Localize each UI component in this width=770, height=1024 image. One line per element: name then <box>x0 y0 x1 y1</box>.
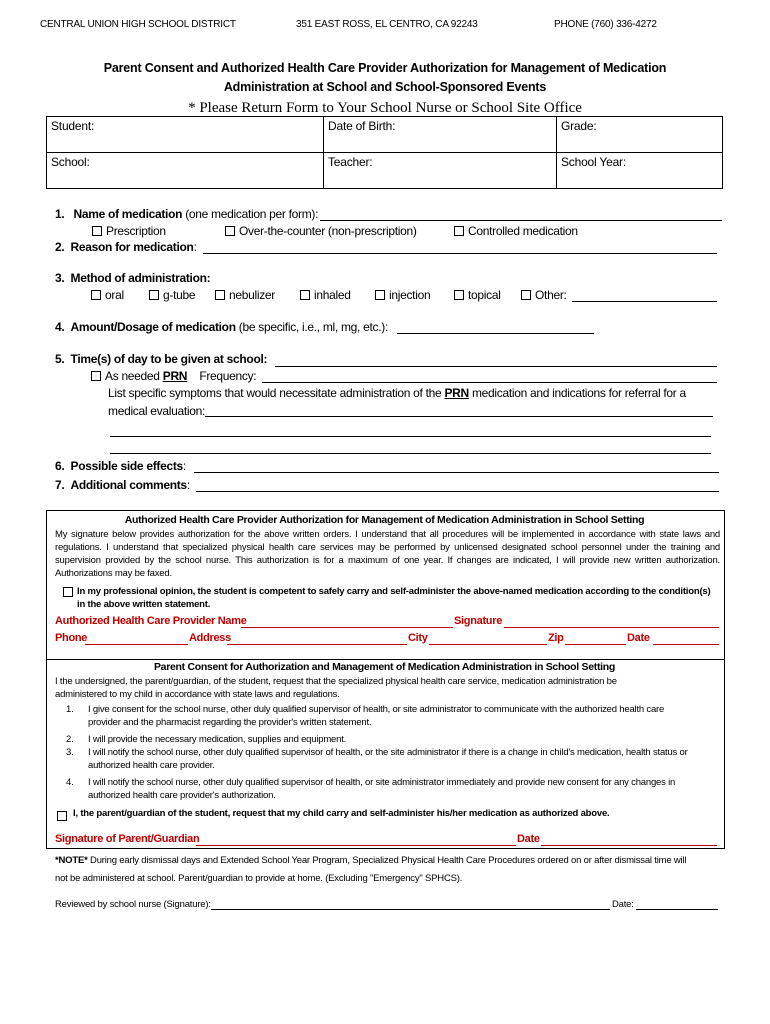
reason-input[interactable] <box>203 253 717 254</box>
provider-name-input[interactable] <box>241 627 453 628</box>
parent-item-num: 2. <box>66 734 74 745</box>
dob-field[interactable]: Date of Birth: <box>324 117 557 153</box>
district-address: 351 EAST ROSS, EL CENTRO, CA 92243 <box>296 19 478 30</box>
form-title-line1: Parent Consent and Authorized Health Care Provider Authorization for Management of Medication <box>103 61 667 75</box>
provider-signature-label: Signature <box>454 615 503 627</box>
method-inhaled[interactable]: inhaled <box>300 288 351 302</box>
parent-heading: Parent Consent for Authorization and Management of Medication Administration in School Setting <box>153 661 616 673</box>
provider-date-label: Date <box>627 632 650 644</box>
self-admin-statement: I, the parent/guardian of the student, request that my child carry and self-administer his/her medication as authorized above. <box>73 808 610 819</box>
method-gtube[interactable]: g-tube <box>149 288 195 302</box>
teacher-field[interactable]: Teacher: <box>324 153 557 189</box>
checkbox-icon[interactable] <box>225 226 235 236</box>
parent-intro: I the undersigned, the parent/guardian, of the student, request that the specialized physical health care service, medication administration be administered to my child in accordance with state laws and regulations. <box>55 676 617 700</box>
parent-item-num: 4. <box>66 777 74 788</box>
checkbox-icon[interactable] <box>215 290 225 300</box>
parent-date-label: Date <box>517 833 540 845</box>
provider-city-input[interactable] <box>429 644 547 645</box>
form-title-line2: Administration at School and School-Sponsored Events <box>223 80 547 94</box>
q4-label: 4. Amount/Dosage of medication (be specific, i.e., ml, mg, etc.): <box>55 320 388 334</box>
form-subtitle: * Please Return Form to Your School Nurse or School Site Office <box>188 100 582 116</box>
q1-label: 1. Name of medication (one medication per form): <box>55 207 319 221</box>
district-name: CENTRAL UNION HIGH SCHOOL DISTRICT <box>40 19 236 30</box>
checkbox-icon[interactable] <box>375 290 385 300</box>
checkbox-icon[interactable] <box>57 811 67 821</box>
school-field[interactable]: School: <box>47 153 324 189</box>
provider-zip-label: Zip <box>548 632 564 644</box>
parent-item-num: 3. <box>66 747 74 758</box>
symptoms-input-3[interactable] <box>110 453 711 454</box>
grade-field[interactable]: Grade: <box>557 117 723 153</box>
provider-body: My signature below provides authorization for the above written orders. I understand that all procedures will be implemented in accordance with state laws and regulations. I understand that specialized physical health care services may be performed by unlicensed designated school personnel under the training and supervision provided by the school nurse. This authorization is for a maximum of one year. If changes are indicated, I will provide new written authorization. Authorizations may be faxed. <box>55 529 720 579</box>
option-controlled[interactable]: Controlled medication <box>454 224 578 238</box>
q5-label: 5. Time(s) of day to be given at school: <box>55 352 268 366</box>
nurse-signature-input[interactable] <box>211 909 610 910</box>
provider-address-label: Address <box>189 632 231 644</box>
dismissal-note: *NOTE* During early dismissal days and Extended School Year Program, Specialized Physical Health Care Procedures ordered on or after dismissal time will not be administered at school. Parent/guardian to provide at home. (Excluding "Emergency" SPHCS). <box>55 855 687 884</box>
q2-label: 2. Reason for medication: <box>55 240 197 254</box>
checkbox-icon[interactable] <box>454 290 464 300</box>
symptoms-instructions: List specific symptoms that would necessitate administration of the PRN medication and indications for referral for a <box>108 386 686 400</box>
student-info-table <box>46 116 723 189</box>
parent-date-input[interactable] <box>541 845 717 846</box>
side-effects-input[interactable] <box>194 472 719 473</box>
q7-label: 7. Additional comments: <box>55 478 190 492</box>
provider-zip-input[interactable] <box>565 644 626 645</box>
parent-item-num: 1. <box>66 704 74 715</box>
provider-phone-label: Phone <box>55 632 88 644</box>
checkbox-icon[interactable] <box>91 371 101 381</box>
nurse-review-label: Reviewed by school nurse (Signature): <box>55 899 211 910</box>
provider-signature-input[interactable] <box>504 627 719 628</box>
method-topical[interactable]: topical <box>454 288 501 302</box>
medication-name-input[interactable] <box>320 220 722 221</box>
self-admin-checkbox[interactable] <box>57 808 71 826</box>
provider-heading: Authorized Health Care Provider Authorization for Management of Medication Administration in School Setting <box>124 514 645 526</box>
parent-signature-label: Signature of Parent/Guardian <box>55 833 200 845</box>
frequency-input[interactable] <box>262 382 717 383</box>
as-needed-option[interactable]: As needed PRN Frequency: <box>91 369 256 383</box>
checkbox-icon[interactable] <box>63 587 73 597</box>
symptoms-input-2[interactable] <box>110 436 711 437</box>
student-field[interactable]: Student: <box>47 117 324 153</box>
comments-input[interactable] <box>196 491 719 492</box>
option-otc[interactable]: Over-the-counter (non-prescription) <box>225 224 417 238</box>
provider-name-label: Authorized Health Care Provider Name <box>55 615 247 627</box>
checkbox-icon[interactable] <box>454 226 464 236</box>
method-injection[interactable]: injection <box>375 288 430 302</box>
dosage-input[interactable] <box>397 333 594 334</box>
provider-date-input[interactable] <box>653 644 719 645</box>
nurse-date-input[interactable] <box>636 909 718 910</box>
nurse-date-label: Date: <box>612 899 634 910</box>
school-year-field[interactable]: School Year: <box>557 153 723 189</box>
method-nebulizer[interactable]: nebulizer <box>215 288 275 302</box>
symptoms-label: medical evaluation: <box>108 404 206 418</box>
time-of-day-input[interactable] <box>275 366 717 367</box>
checkbox-icon[interactable] <box>300 290 310 300</box>
method-other[interactable]: Other: <box>521 288 567 302</box>
competent-statement: In my professional opinion, the student is competent to safely carry and self-administer the above-named medication according to the condition(s) in the above written statement. <box>77 586 711 610</box>
parent-item: I will provide the necessary medication, supplies and equipment. <box>88 734 347 745</box>
method-oral[interactable]: oral <box>91 288 124 302</box>
provider-city-label: City <box>408 632 428 644</box>
checkbox-icon[interactable] <box>92 226 102 236</box>
q6-label: 6. Possible side effects: <box>55 459 186 473</box>
symptoms-input-1[interactable] <box>205 416 713 417</box>
parent-signature-input[interactable] <box>196 845 516 846</box>
competent-checkbox[interactable] <box>63 584 77 602</box>
checkbox-icon[interactable] <box>91 290 101 300</box>
district-phone: PHONE (760) 336-4272 <box>554 19 657 30</box>
parent-item: I will notify the school nurse, other duly qualified supervisor of health, or site administrator immediately and provide new consent for any changes in authorized health care provider's authorization. <box>88 777 676 801</box>
option-prescription[interactable]: Prescription <box>92 224 166 238</box>
checkbox-icon[interactable] <box>149 290 159 300</box>
checkbox-icon[interactable] <box>521 290 531 300</box>
q3-label: 3. Method of administration: <box>55 271 211 285</box>
parent-item: I give consent for the school nurse, other duly qualified supervisor of health, or site administrator to communicate with the authorized health care provider and the pharmacist regarding the provider's written statement. <box>88 704 665 728</box>
parent-item: I will notify the school nurse, other duly qualified supervisor of health, or the site administrator if there is a change in child's medication, health status or authorized health care provider. <box>88 747 688 771</box>
provider-phone-input[interactable] <box>85 644 188 645</box>
provider-address-input[interactable] <box>227 644 407 645</box>
method-other-input[interactable] <box>572 301 717 302</box>
